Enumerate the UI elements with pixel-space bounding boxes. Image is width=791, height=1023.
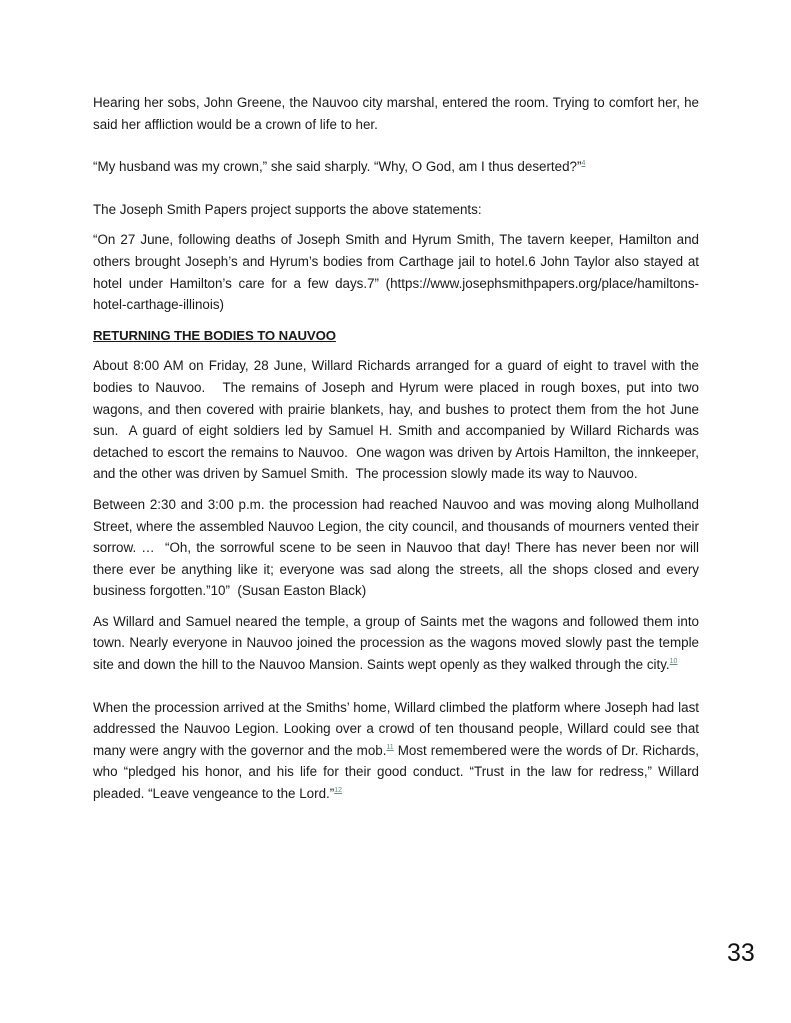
footnote-link-12[interactable]: 12 <box>334 787 343 795</box>
paragraph-mulholland-street: Between 2:30 and 3:00 p.m. the procession had reached Nauvoo and was moving along Mulholland Street, where the assembled Nauvoo Legion, the city council, and thousands of mourners vented their sorrow. … “Oh, the sorrowful scene to be seen in Nauvoo that day! There has never been nor will there ever be anything like it; everyone was sad along the streets, all the shops closed and every business forgotten.”10” (Susan Easton Black) <box>93 496 703 599</box>
paragraph-john-greene: Hearing her sobs, John Greene, the Nauvoo city marshal, entered the room. Trying to comfort her, he said her affliction would be a crown of life to her. <box>93 95 699 132</box>
paragraph-jsp-quote: “On 27 June, following deaths of Joseph Smith and Hyrum Smith, The tavern keeper, Hamilton and others brought Joseph’s and Hyrum’s bodies from Carthage jail to hotel.6 John Taylor also stayed at hotel under Hamilton’s care for a few days.7” (https://www.josephsmithpapers.org/place/hamiltons-hotel-carthage-illinois) <box>93 232 699 313</box>
paragraph-smiths-home <box>93 697 703 805</box>
paragraph-emma-quote <box>93 156 699 178</box>
footnote-link-10[interactable]: 10 <box>669 658 678 666</box>
smiths-home-text-b: Most remembered were the words of Dr. Richards, who “pledged his honor, and his life for their good conduct. “Trust in the law for redress,” Willard pleaded. “Leave vengeance to the Lord.” <box>93 742 703 802</box>
smiths-home-text-a: When the procession arrived at the Smiths’ home, Willard climbed the platform where Joseph had last addressed the Nauvoo Legion. Looking over a crowd of ten thousand people, Willard could see that many were angry with the governor and the mob. <box>93 699 699 758</box>
paragraph-temple-procession <box>93 611 699 676</box>
temple-procession-text: As Willard and Samuel neared the temple, a group of Saints met the wagons and followed them into town. Nearly everyone in Nauvoo joined the procession as the wagons moved slowly past the temple site and down the hill to the Nauvoo Mansion. Saints wept openly as they walked through the city. <box>93 613 699 673</box>
emma-quote-text: “My husband was my crown,” she said sharply. “Why, O God, am I thus deserted?” <box>93 159 582 175</box>
paragraph-guard-of-eight: About 8:00 AM on Friday, 28 June, Willard Richards arranged for a guard of eight to travel with the bodies to Nauvoo. The remains of Joseph and Hyrum were placed in rough boxes, put into two wagons, and then covered with prairie blankets, hay, and bushes to protect them from the hot June sun. A guard of eight soldiers led by Samuel H. Smith and accompanied by Willard Richards was detached to escort the remains to Nauvoo. One wagon was driven by Artois Hamilton, the innkeeper, and the other was driven by Samuel Smith. The procession slowly made its way to Nauvoo. <box>93 358 703 482</box>
document-page-body <box>93 92 703 805</box>
footnote-link-11[interactable]: 11 <box>386 743 394 751</box>
footnote-link-4[interactable]: 4 <box>581 160 586 168</box>
section-heading: RETURNING THE BODIES TO NAUVOO <box>93 327 336 343</box>
page-number: 33 <box>727 939 755 967</box>
paragraph-jsp-intro: The Joseph Smith Papers project supports the above statements: <box>93 201 482 217</box>
